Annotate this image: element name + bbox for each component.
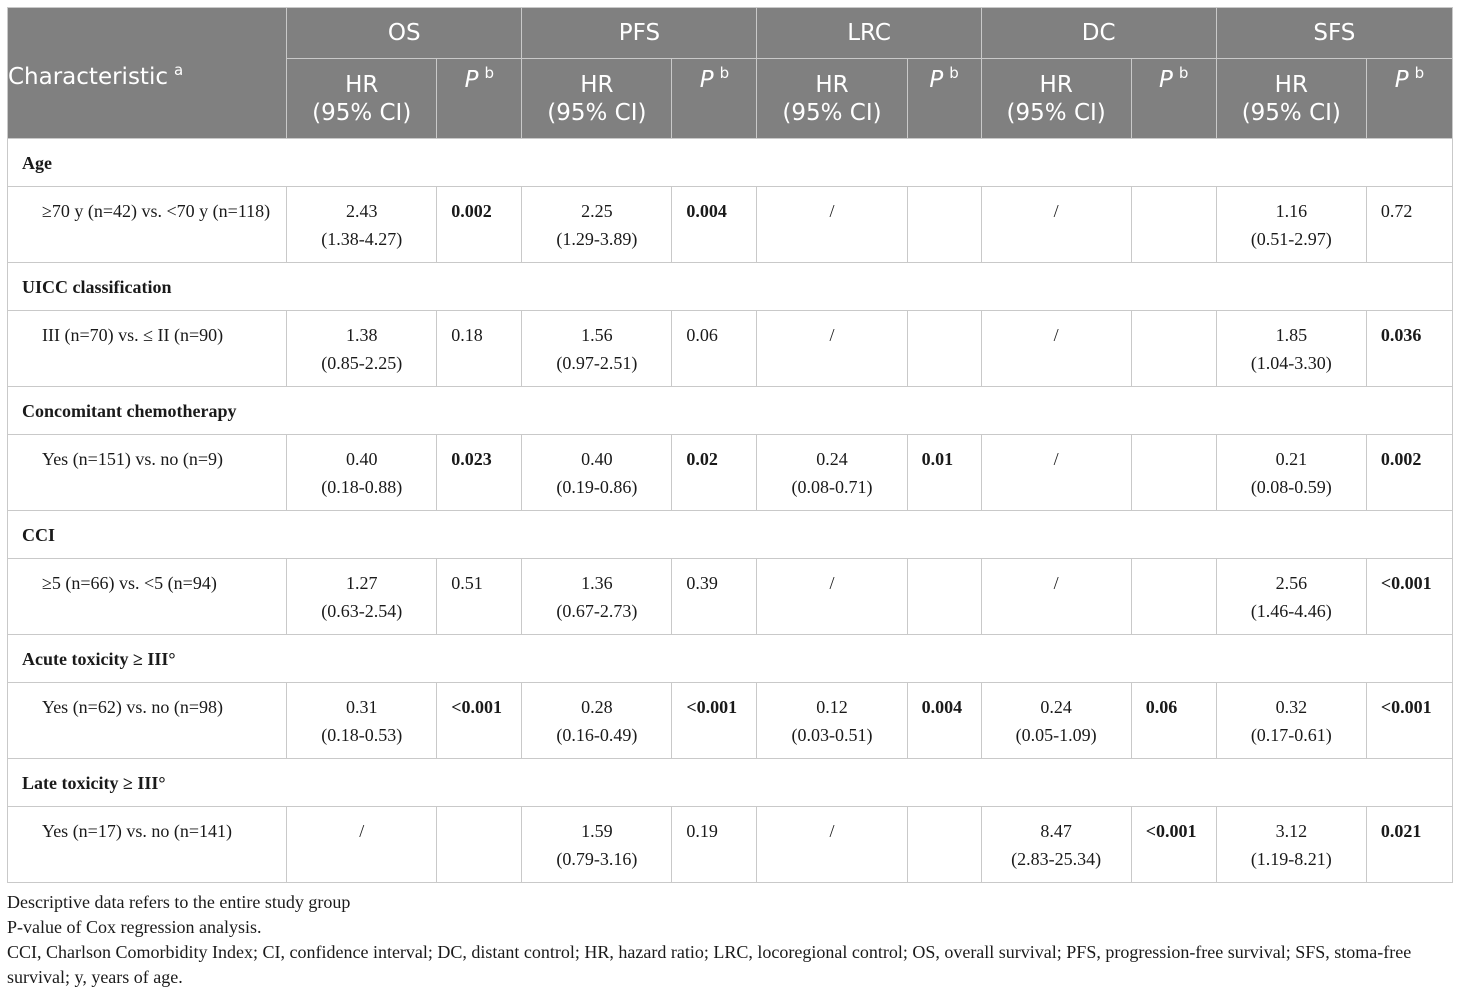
hazard-ratio: / <box>829 573 835 593</box>
hazard-ratio: / <box>1053 573 1059 593</box>
hazard-ratio: 1.56 <box>581 325 613 345</box>
section-title: Age <box>8 139 1453 187</box>
hazard-ratio: 0.21 <box>1275 449 1308 469</box>
hazard-ratio: 0.40 <box>345 449 378 469</box>
confidence-interval: (0.17-0.61) <box>1250 725 1332 745</box>
confidence-interval: (0.08-0.59) <box>1250 477 1332 497</box>
hazard-ratio: 0.12 <box>816 697 848 717</box>
p-value-cell: 0.51 <box>437 559 522 635</box>
comparison-label: Yes (n=151) vs. no (n=9) <box>8 435 287 511</box>
p-value-cell: 0.72 <box>1366 187 1452 263</box>
hazard-ratio: 1.85 <box>1275 325 1308 345</box>
hazard-ratio: 1.36 <box>581 573 613 593</box>
hr-header: HR (95% CI) <box>522 59 672 139</box>
confidence-interval: (0.19-0.86) <box>556 477 638 497</box>
p-value-cell <box>907 187 981 263</box>
p-value-cell <box>437 807 522 883</box>
p-value-cell: 0.01 <box>907 435 981 511</box>
hazard-ratio-cell <box>981 807 1131 883</box>
hazard-ratio: 2.25 <box>581 201 613 221</box>
hazard-ratio-cell <box>981 559 1131 635</box>
p-value-cell: 0.002 <box>1366 435 1452 511</box>
group-header-os: OS <box>287 8 522 59</box>
section-title: Acute toxicity ≥ III° <box>8 635 1453 683</box>
confidence-interval: (1.46-4.46) <box>1250 601 1332 621</box>
p-value-cell: 0.021 <box>1366 807 1452 883</box>
footnote-abbreviations: CCI, Charlson Comorbidity Index; CI, confidence interval; DC, distant control; HR, hazard ratio; LRC, locoregional control; OS, overall survival; PFS, progression-free survival; SFS, stoma-free survival; y, years of age. <box>7 942 1412 987</box>
hazard-ratio-cell <box>287 187 437 263</box>
hazard-ratio-cell <box>1216 683 1366 759</box>
hazard-ratio-cell <box>757 807 907 883</box>
confidence-interval: (0.97-2.51) <box>556 353 638 373</box>
hazard-ratio: / <box>1053 449 1059 469</box>
confidence-interval: (0.63-2.54) <box>321 601 403 621</box>
p-value-cell: <0.001 <box>672 683 757 759</box>
hazard-ratio-cell <box>287 311 437 387</box>
footnotes <box>7 890 1455 990</box>
hazard-ratio-cell <box>1216 435 1366 511</box>
hazard-ratio: 2.43 <box>345 201 378 221</box>
hazard-ratio-cell <box>757 187 907 263</box>
hazard-ratio-cell <box>757 311 907 387</box>
hazard-ratio-cell <box>287 559 437 635</box>
confidence-interval: (0.79-3.16) <box>556 849 638 869</box>
hr-header: HR (95% CI) <box>981 59 1131 139</box>
p-value-header: P $^b$ <box>437 59 522 139</box>
p-value-header: P $^b$ <box>907 59 981 139</box>
hazard-ratio: 1.59 <box>581 821 613 841</box>
p-value-cell: <0.001 <box>1366 683 1452 759</box>
table-row <box>8 187 1453 263</box>
hazard-ratio-cell <box>1216 311 1366 387</box>
confidence-interval: (0.16-0.49) <box>556 725 638 745</box>
confidence-interval: (0.03-0.51) <box>791 725 873 745</box>
hazard-ratio-cell <box>522 187 672 263</box>
cox-regression-table <box>7 7 1453 883</box>
hazard-ratio-cell <box>981 311 1131 387</box>
hazard-ratio-cell <box>757 683 907 759</box>
comparison-label: Yes (n=62) vs. no (n=98) <box>8 683 287 759</box>
hazard-ratio-cell <box>1216 187 1366 263</box>
hazard-ratio: 0.24 <box>1040 697 1072 717</box>
hazard-ratio-cell <box>757 435 907 511</box>
confidence-interval: (0.18-0.88) <box>321 477 403 497</box>
confidence-interval: (0.08-0.71) <box>791 477 873 497</box>
p-value-cell <box>1131 559 1216 635</box>
group-header-lrc: LRC <box>757 8 981 59</box>
hazard-ratio-cell <box>1216 807 1366 883</box>
hazard-ratio-cell <box>981 435 1131 511</box>
table-row <box>8 435 1453 511</box>
hazard-ratio: 1.27 <box>345 573 378 593</box>
p-value-cell: 0.02 <box>672 435 757 511</box>
section-title: Concomitant chemotherapy <box>8 387 1453 435</box>
hazard-ratio-cell <box>287 435 437 511</box>
p-value-cell <box>1131 311 1216 387</box>
table-row <box>8 559 1453 635</box>
p-value-cell: 0.004 <box>907 683 981 759</box>
p-value-cell <box>1131 187 1216 263</box>
p-value-cell: 0.036 <box>1366 311 1452 387</box>
comparison-label: Yes (n=17) vs. no (n=141) <box>8 807 287 883</box>
confidence-interval: (1.38-4.27) <box>321 229 403 249</box>
section-title: Late toxicity ≥ III° <box>8 759 1453 807</box>
hazard-ratio: 0.32 <box>1275 697 1308 717</box>
hazard-ratio: 0.40 <box>581 449 613 469</box>
hazard-ratio: / <box>829 821 835 841</box>
hr-header: HR (95% CI) <box>287 59 437 139</box>
characteristic-header: Characteristic $^a$ <box>8 8 287 139</box>
p-value-cell: 0.002 <box>437 187 522 263</box>
group-header-dc: DC <box>981 8 1216 59</box>
hazard-ratio-cell <box>522 559 672 635</box>
comparison-label: ≥5 (n=66) vs. <5 (n=94) <box>8 559 287 635</box>
hazard-ratio-cell <box>981 187 1131 263</box>
p-value-cell: 0.06 <box>1131 683 1216 759</box>
p-value-header: P $^b$ <box>1366 59 1452 139</box>
p-value-cell <box>907 311 981 387</box>
p-value-cell: 0.19 <box>672 807 757 883</box>
confidence-interval: (0.05-1.09) <box>1015 725 1097 745</box>
p-value-cell: 0.39 <box>672 559 757 635</box>
hazard-ratio: 3.12 <box>1275 821 1308 841</box>
p-value-cell <box>907 559 981 635</box>
footnote-a: Descriptive data refers to the entire study group <box>7 892 351 912</box>
table-row <box>8 807 1453 883</box>
hazard-ratio: 0.24 <box>816 449 848 469</box>
p-value-header: P $^b$ <box>1131 59 1216 139</box>
hazard-ratio: 0.28 <box>581 697 613 717</box>
confidence-interval: (0.67-2.73) <box>556 601 638 621</box>
hazard-ratio: / <box>829 325 835 345</box>
section-title: CCI <box>8 511 1453 559</box>
p-value-cell: <0.001 <box>1131 807 1216 883</box>
p-value-header: P $^b$ <box>672 59 757 139</box>
hazard-ratio: / <box>829 201 835 221</box>
hazard-ratio: 2.56 <box>1275 573 1308 593</box>
confidence-interval: (0.51-2.97) <box>1250 229 1332 249</box>
hazard-ratio-cell <box>757 559 907 635</box>
section-title: UICC classification <box>8 263 1453 311</box>
hazard-ratio-cell <box>522 311 672 387</box>
footnote-b: P-value of Cox regression analysis. <box>7 917 262 937</box>
hr-header: HR (95% CI) <box>757 59 907 139</box>
table-row <box>8 311 1453 387</box>
group-header-sfs: SFS <box>1216 8 1452 59</box>
hazard-ratio-cell <box>522 683 672 759</box>
confidence-interval: (1.04-3.30) <box>1250 353 1332 373</box>
comparison-label: III (n=70) vs. ≤ II (n=90) <box>8 311 287 387</box>
hazard-ratio: 8.47 <box>1040 821 1072 841</box>
p-value-cell <box>1131 435 1216 511</box>
hazard-ratio-cell <box>1216 559 1366 635</box>
p-value-cell <box>907 807 981 883</box>
comparison-label: ≥70 y (n=42) vs. <70 y (n=118) <box>8 187 287 263</box>
p-value-cell: <0.001 <box>1366 559 1452 635</box>
hazard-ratio: 1.38 <box>345 325 378 345</box>
hazard-ratio: / <box>359 821 365 841</box>
hazard-ratio: / <box>1053 325 1059 345</box>
hazard-ratio-cell <box>522 435 672 511</box>
confidence-interval: (2.83-25.34) <box>1011 849 1102 869</box>
hazard-ratio: 0.31 <box>345 697 378 717</box>
hazard-ratio-cell <box>287 807 437 883</box>
p-value-cell: 0.004 <box>672 187 757 263</box>
hazard-ratio: / <box>1053 201 1059 221</box>
p-value-cell: 0.18 <box>437 311 522 387</box>
confidence-interval: (1.29-3.89) <box>556 229 638 249</box>
p-value-cell: 0.06 <box>672 311 757 387</box>
hr-header: HR (95% CI) <box>1216 59 1366 139</box>
confidence-interval: (1.19-8.21) <box>1250 849 1332 869</box>
hazard-ratio-cell <box>981 683 1131 759</box>
group-header-pfs: PFS <box>522 8 757 59</box>
p-value-cell: <0.001 <box>437 683 522 759</box>
hazard-ratio-cell <box>522 807 672 883</box>
confidence-interval: (0.85-2.25) <box>321 353 403 373</box>
hazard-ratio: 1.16 <box>1275 201 1308 221</box>
p-value-cell: 0.023 <box>437 435 522 511</box>
confidence-interval: (0.18-0.53) <box>321 725 403 745</box>
table-row <box>8 683 1453 759</box>
hazard-ratio-cell <box>287 683 437 759</box>
